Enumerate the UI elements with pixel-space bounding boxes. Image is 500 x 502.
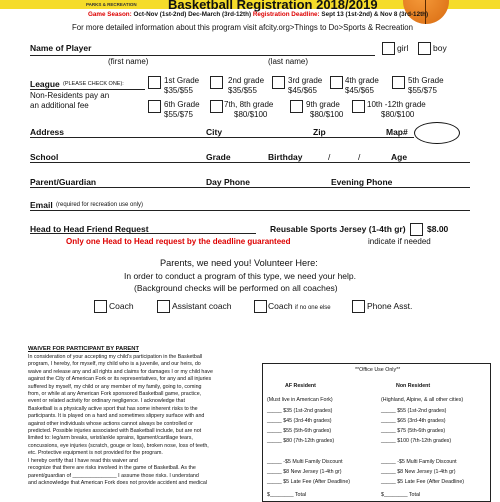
af-row: _____ $45 (3rd-4th grades) bbox=[267, 418, 332, 424]
email-note: (required for recreation use only) bbox=[56, 202, 144, 208]
volunteer-line-2: (Background checks will be performed on all coaches) bbox=[134, 283, 338, 293]
grade-1-option: 1st Grade $35/$55 bbox=[164, 76, 200, 95]
girl-label: girl bbox=[397, 43, 409, 53]
coach-label: Coach bbox=[109, 301, 134, 311]
phone-asst-label: Phone Asst. bbox=[367, 301, 413, 311]
nr-extra: _____ $5 Late Fee (After Deadline) bbox=[381, 479, 465, 485]
jersey-label: Reusable Sports Jersey (1-4th gr) bbox=[270, 224, 406, 234]
af-extra: _____ $5 Late Fee (After Deadline) bbox=[267, 479, 351, 485]
last-name-caption: (last name) bbox=[268, 57, 309, 66]
zip-label: Zip bbox=[313, 127, 326, 137]
grade-7-8-option: 7th, 8th grade $80/$100 bbox=[224, 100, 274, 119]
nonres-note-2: an additional fee bbox=[30, 101, 89, 110]
grade-7-8-checkbox[interactable] bbox=[210, 100, 223, 113]
h2h-label: Head to Head Friend Request bbox=[30, 224, 149, 234]
volunteer-line-1: In order to conduct a program of this type, we need your help. bbox=[124, 271, 356, 281]
grade-4-checkbox[interactable] bbox=[330, 76, 343, 89]
assistant-coach-label: Assistant coach bbox=[172, 301, 232, 311]
parent-line[interactable] bbox=[30, 187, 470, 188]
first-name-caption: (first name) bbox=[108, 57, 149, 66]
grade-4-option: 4th grade $45/$65 bbox=[345, 76, 379, 95]
deadline-label: Registration Deadline: bbox=[252, 11, 320, 18]
af-extra: _____ -$5 Multi Family Discount bbox=[267, 459, 343, 465]
grade-6-option: 6th Grade $55/$75 bbox=[164, 100, 200, 119]
waiver-text: In consideration of your accepting my child's participation in the Basketball program, I hereby, for myself, my child who is a juvenile, and our heirs, do waive and release any and all rights and claims for damages I or my child have against the City of American Fork or its representatives, for any and all injuries suffered by myself, my child or any member of my family, going to, coming from, or while at any American Fork sponsored Basketball game, practice, event or related activity for ordinary negligence. I acknowledge that Basketball is a physically active sport that has some inherent risks to the participants. It is played on a hard and sometimes slippery surface with and against other individuals whose actions cannot always be controlled or predicted. Possible injuries associated with Basketball include, but are not limited to: leg/arm breaks, wrist/ankle sprains, ligament/cartilage tears, concussions, eye injuries (scratch, gouge or loss), broken nose, loss of teeth, etc. Protective equipment is not provided for the program. I hereby certify that I have read this waiver and recognize that there are risks involved in the game of Basketball. As the parent/guardian of _______________ I assume those risks. I understand and acknowledge that American Fork does not provide accident and medical bbox=[28, 354, 213, 486]
phone-asst-checkbox[interactable] bbox=[352, 300, 365, 313]
h2h-line[interactable] bbox=[30, 233, 256, 234]
league-underline bbox=[30, 89, 145, 90]
grade-label: Grade bbox=[206, 152, 231, 162]
school-label: School bbox=[30, 152, 59, 162]
map-number-oval[interactable] bbox=[414, 122, 460, 144]
grade-1-checkbox[interactable] bbox=[148, 76, 161, 89]
page-title: Basketball Registration 2018/2019 bbox=[168, 0, 378, 12]
nonres-note-1: Non-Residents pay an bbox=[30, 91, 110, 100]
h2h-note: Only one Head to Head request by the deadline guaranteed bbox=[66, 237, 291, 246]
birthday-label: Birthday bbox=[268, 152, 303, 162]
waiver-heading: WAIVER FOR PARTICIPANT BY PARENT bbox=[28, 346, 140, 352]
office-title: **Office Use Only** bbox=[355, 367, 401, 373]
player-name-label: Name of Player bbox=[30, 43, 92, 53]
nr-row: _____ $55 (1st-2nd grades) bbox=[381, 408, 447, 414]
season-value: Oct-Nov (1st-2nd) Dec-March (3rd-12th) bbox=[133, 11, 252, 18]
birthday-slash-1: / bbox=[328, 152, 331, 162]
af-row: _____ $80 (7th-12th grades) bbox=[267, 438, 335, 444]
nr-row: _____ $65 (3rd-4th grades) bbox=[381, 418, 446, 424]
grade-5-option: 5th Grade $55/$75 bbox=[408, 76, 444, 95]
girl-checkbox[interactable] bbox=[382, 42, 395, 55]
coach-checkbox[interactable] bbox=[94, 300, 107, 313]
nr-sub: (Highland, Alpine, & all other cities) bbox=[381, 397, 464, 403]
birthday-slash-2: / bbox=[358, 152, 361, 162]
af-heading: AF Resident bbox=[285, 383, 316, 389]
nr-extra: _____ -$5 Multi Family Discount bbox=[381, 459, 457, 465]
grade-9-checkbox[interactable] bbox=[290, 100, 303, 113]
nr-row: _____ $75 (5th-6th grades) bbox=[381, 428, 446, 434]
org-name: PARKS & RECREATION bbox=[86, 2, 137, 7]
nr-heading: Non Resident bbox=[396, 383, 431, 389]
deadline-value: Sept 13 (1st-2nd) & Nov 8 (3rd-12th) bbox=[321, 11, 429, 18]
nr-row: _____ $100 (7th-12th grades) bbox=[381, 438, 452, 444]
coach-if-label: Coach if no one else bbox=[268, 301, 331, 311]
coach-if-checkbox[interactable] bbox=[254, 300, 267, 313]
grade-3-checkbox[interactable] bbox=[272, 76, 285, 89]
volunteer-heading: Parents, we need you! Volunteer Here: bbox=[160, 258, 318, 268]
grade-5-checkbox[interactable] bbox=[392, 76, 405, 89]
school-line[interactable] bbox=[30, 162, 470, 163]
email-label: Email bbox=[30, 200, 53, 210]
league-label: League bbox=[30, 79, 60, 89]
player-name-line[interactable] bbox=[30, 55, 375, 56]
league-check-note: (PLEASE CHECK ONE): bbox=[63, 81, 124, 87]
grade-6-checkbox[interactable] bbox=[148, 100, 161, 113]
map-label: Map# bbox=[386, 127, 408, 137]
info-line: For more detailed information about this program visit afcity.org>Things to Do>Sports & Recreation bbox=[72, 23, 413, 32]
af-row: _____ $35 (1st-2nd grades) bbox=[267, 408, 333, 414]
af-total: $________ Total bbox=[267, 492, 307, 498]
boy-checkbox[interactable] bbox=[418, 42, 431, 55]
boy-label: boy bbox=[433, 43, 447, 53]
address-label: Address bbox=[30, 127, 65, 137]
grade-10-12-checkbox[interactable] bbox=[352, 100, 365, 113]
parent-label: Parent/Guardian bbox=[30, 177, 97, 187]
age-label: Age bbox=[391, 152, 408, 162]
email-line[interactable] bbox=[30, 210, 470, 211]
grade-9-option: 9th grade $80/$100 bbox=[306, 100, 344, 119]
grade-2-checkbox[interactable] bbox=[210, 76, 223, 89]
af-sub: (Must live in American Fork) bbox=[267, 397, 333, 403]
jersey-note: indicate if needed bbox=[368, 237, 431, 246]
season-label: Game Season: bbox=[88, 11, 132, 18]
af-row: _____ $55 (5th-6th grades) bbox=[267, 428, 332, 434]
jersey-price: $8.00 bbox=[427, 224, 449, 234]
nr-extra: _____ $8 New Jersey (1-4th gr) bbox=[381, 469, 456, 475]
day-phone-label: Day Phone bbox=[206, 177, 250, 187]
office-use-box bbox=[262, 363, 491, 502]
nr-total: $________ Total bbox=[381, 492, 421, 498]
evening-phone-label: Evening Phone bbox=[331, 177, 393, 187]
af-extra: _____ $8 New Jersey (1-4th gr) bbox=[267, 469, 342, 475]
city-label: City bbox=[206, 127, 223, 137]
grade-3-option: 3rd grade $45/$65 bbox=[288, 76, 323, 95]
address-line[interactable] bbox=[30, 137, 414, 138]
grade-2-option: 2nd grade $35/$55 bbox=[228, 76, 265, 95]
jersey-checkbox[interactable] bbox=[410, 223, 423, 236]
assistant-coach-checkbox[interactable] bbox=[157, 300, 170, 313]
grade-10-12-option: 10th -12th grade $80/$100 bbox=[367, 100, 426, 119]
